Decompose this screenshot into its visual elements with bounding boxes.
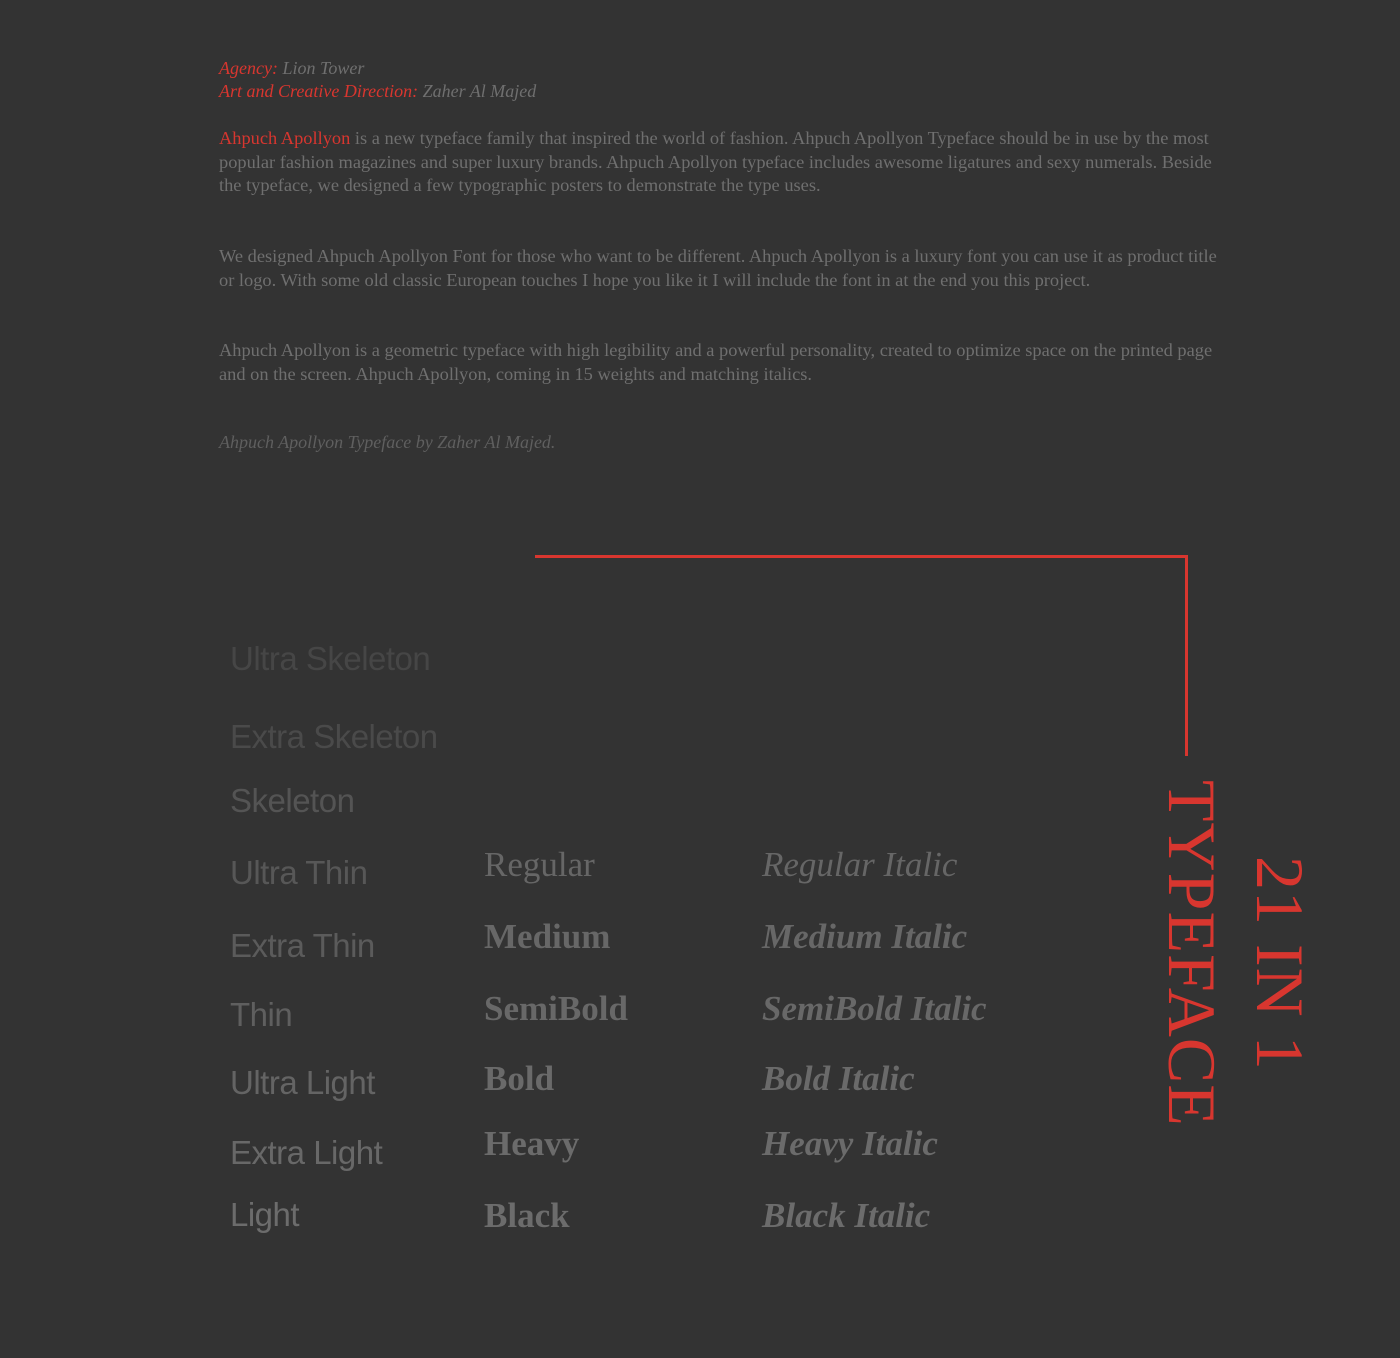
weight-sample-extra-skeleton: Extra Skeleton bbox=[230, 718, 438, 755]
direction-line bbox=[219, 80, 536, 103]
weight-sample-ultra-skeleton: Ultra Skeleton bbox=[230, 640, 431, 677]
title-21-in-1: 21 IN 1 bbox=[1242, 856, 1318, 1071]
weight-sample-extra-thin: Extra Thin bbox=[230, 927, 375, 964]
agency-line bbox=[219, 57, 536, 80]
weight-sample-bold-italic: Bold Italic bbox=[762, 1059, 915, 1098]
direction-label: Art and Creative Direction: bbox=[219, 81, 419, 101]
weight-sample-ultra-thin: Ultra Thin bbox=[230, 854, 368, 891]
weight-sample-bold: Bold bbox=[484, 1059, 555, 1098]
signature: Ahpuch Apollyon Typeface by Zaher Al Majed. bbox=[219, 432, 556, 452]
weight-sample-light: Light bbox=[230, 1196, 300, 1233]
vertical-title bbox=[1154, 780, 1320, 1170]
weight-sample-thin: Thin bbox=[230, 996, 293, 1033]
weight-sample-ultra-light: Ultra Light bbox=[230, 1064, 375, 1101]
weight-sample-extra-light: Extra Light bbox=[230, 1134, 383, 1171]
weight-sample-black-italic: Black Italic bbox=[762, 1196, 931, 1235]
credits bbox=[219, 57, 536, 103]
weight-sample-medium-italic: Medium Italic bbox=[762, 917, 968, 956]
weight-sample-semibold-italic: SemiBold Italic bbox=[762, 989, 987, 1028]
frame-line-vertical bbox=[1185, 555, 1188, 756]
weight-sample-heavy: Heavy bbox=[484, 1124, 580, 1163]
weight-sample-heavy-italic: Heavy Italic bbox=[762, 1124, 938, 1163]
intro-paragraph-1-text: is a new typeface family that inspired the world of fashion. Ahpuch Apollyon Typeface should be in use by the most popular fashion magazines and super luxury brands. Ahpuch Apollyon typeface includes awesome ligatures and sexy numerals. Beside the typeface, we designed a few typographic posters to demonstrate the type uses. bbox=[219, 128, 1212, 195]
intro-paragraph-1 bbox=[219, 127, 1219, 198]
weight-sample-medium: Medium bbox=[484, 917, 611, 956]
weight-sample-black: Black bbox=[484, 1196, 570, 1235]
weight-sample-regular-italic: Regular Italic bbox=[762, 845, 958, 884]
direction-value: Zaher Al Majed bbox=[418, 81, 537, 101]
weight-sample-skeleton: Skeleton bbox=[230, 782, 355, 819]
title-typeface: TYPEFACE bbox=[1154, 780, 1230, 1127]
agency-value: Lion Tower bbox=[277, 58, 365, 78]
weight-sample-semibold: SemiBold bbox=[484, 989, 628, 1028]
typeface-name: Ahpuch Apollyon bbox=[219, 128, 351, 148]
intro-paragraph-2: We designed Ahpuch Apollyon Font for those who want to be different. Ahpuch Apollyon is a luxury font you can use it as product title or logo. With some old classic European touches I hope you like it I will include the font in at the end you this project. bbox=[219, 246, 1217, 290]
weight-sample-regular: Regular bbox=[484, 845, 595, 884]
intro-paragraph-3: Ahpuch Apollyon is a geometric typeface with high legibility and a powerful personality, created to optimize space on the printed page and on the screen. Ahpuch Apollyon, coming in 15 weights and matching italics. bbox=[219, 340, 1213, 384]
agency-label: Agency: bbox=[219, 58, 278, 78]
frame-line-horizontal bbox=[535, 555, 1188, 558]
